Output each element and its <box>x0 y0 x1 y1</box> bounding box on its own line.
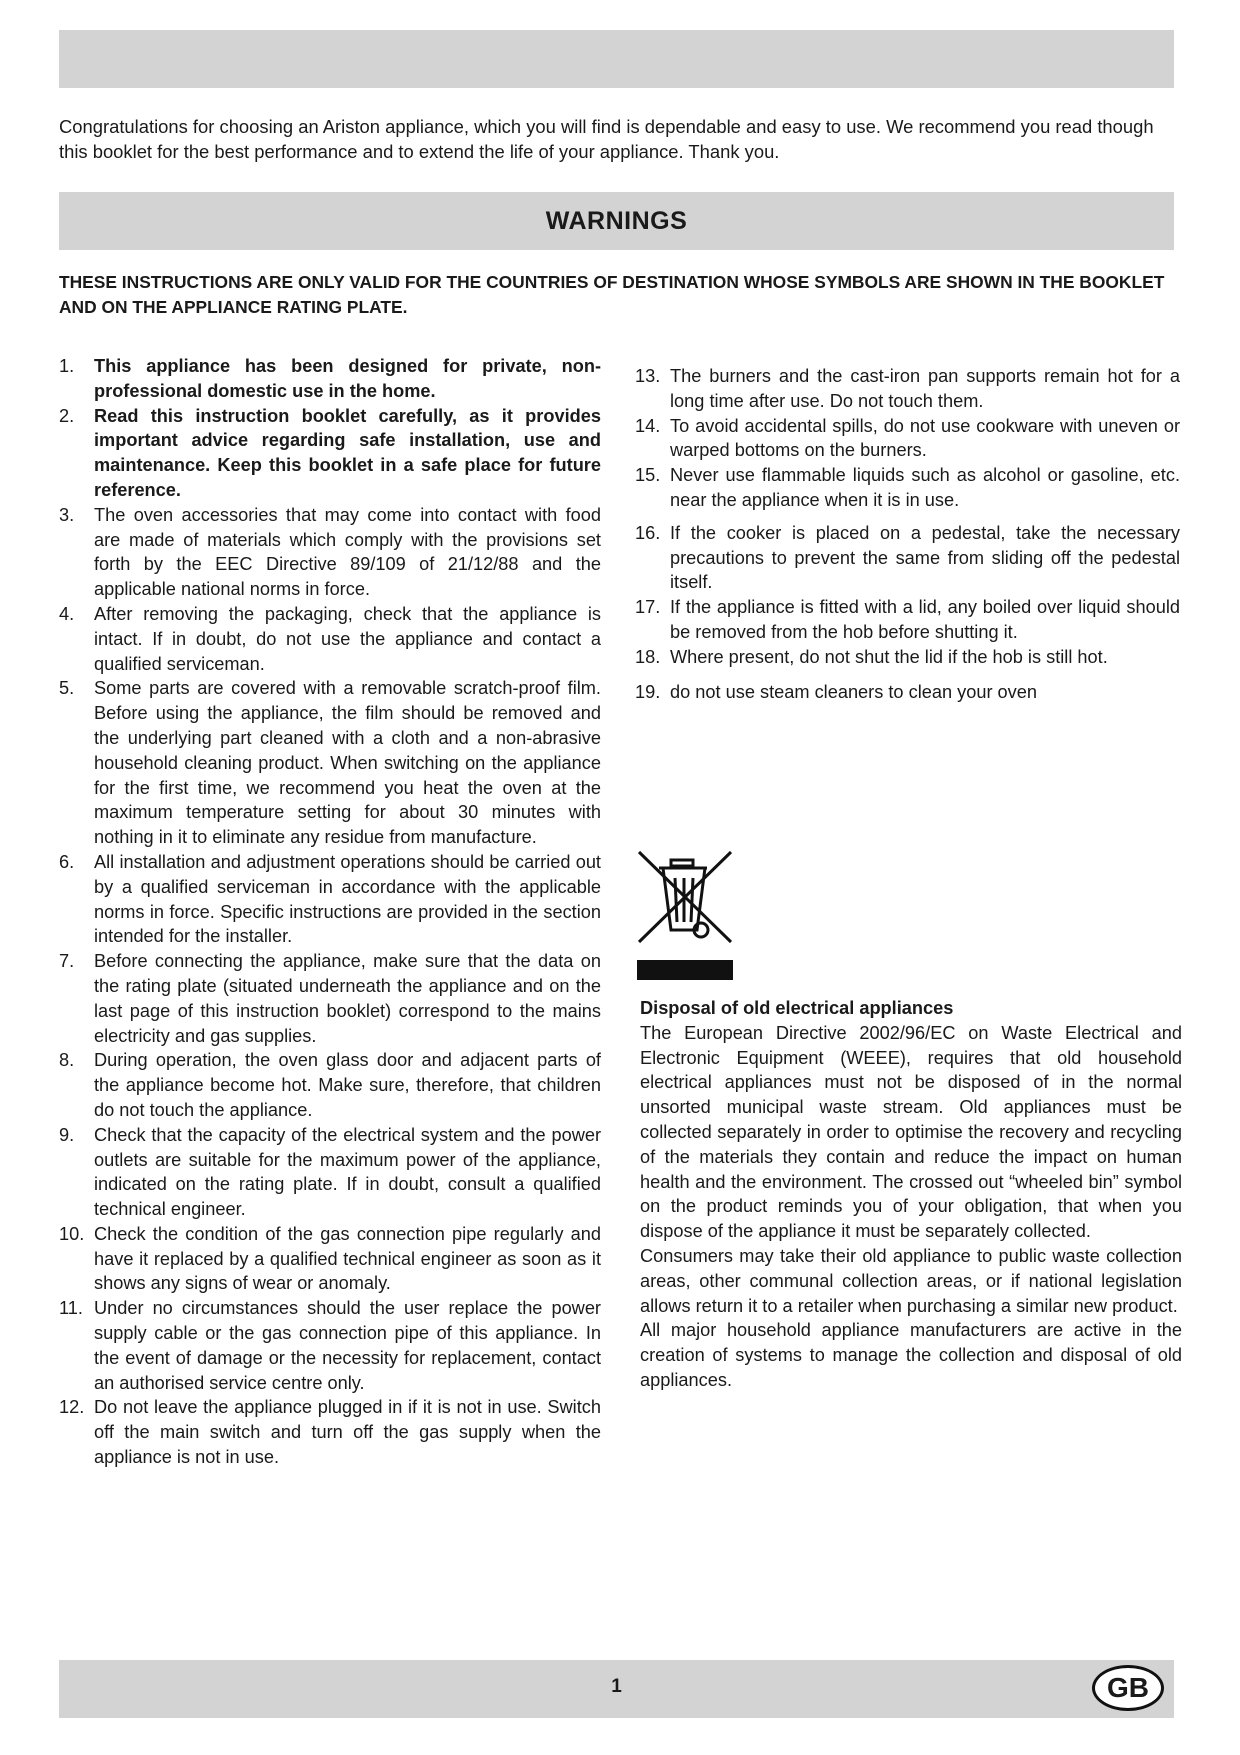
list-item: 15. Never use flammable liquids such as alcohol or gasoline, etc. near the appliance when it is in use. <box>635 465 1180 510</box>
list-item: 7. Before connecting the appliance, make sure that the data on the rating plate (situated underneath the appliance and on the last page of this instruction booklet) correspond to the mains electricity and gas supplies. <box>59 951 601 1046</box>
footer-band <box>59 1660 1174 1718</box>
list-item: 5. Some parts are covered with a removable scratch-proof film. Before using the appliance, the film should be removed and the underlying part cleaned with a cloth and a non-abrasive household cleaning product. When switching on the appliance for the first time, we recommend you heat the oven at the maximum temperature setting for about 30 minutes with nothing in it to eliminate any residue from manufacture. <box>59 678 601 848</box>
list-item: 4. After removing the packaging, check that the appliance is intact. If in doubt, do not use the appliance and contact a qualified serviceman. <box>59 603 601 674</box>
list-item: 11. Under no circumstances should the user replace the power supply cable or the gas connection pipe of this appliance. In the event of damage or the necessity for replacement, contact an authorised service centre only. <box>59 1298 601 1393</box>
list-item: 19. do not use steam cleaners to clean your oven <box>635 681 1038 702</box>
warnings-title: WARNINGS <box>545 206 688 235</box>
disposal-paragraph: The European Directive 2002/96/EC on Waste Electrical and Electronic Equipment (WEEE), requires that old household electrical appliances must not be disposed of in the normal unsorted municipal waste stream. Old appliances must be collected separately in order to optimise the recovery and recycling of the materials they contain and reduce the impact on human health and the environment. The crossed out “wheeled bin” symbol on the product reminds you of your obligation, that when you dispose of the appliance it must be separately collected. <box>640 1022 1182 1242</box>
disposal-paragraph: Consumers may take their old appliance to public waste collection areas, other communal collection areas, or if national legislation allows return it to a retailer when purchasing a similar new product. <box>640 1245 1182 1316</box>
crossed-out-wheeled-bin-icon <box>637 848 733 980</box>
list-item: 10. Check the condition of the gas connection pipe regularly and have it replaced by a qualified technical engineer as soon as it shows any signs of wear or anomaly. <box>59 1223 601 1294</box>
list-item: 6. All installation and adjustment operations should be carried out by a qualified serviceman in accordance with the applicable norms in force. Specific instructions are provided in the section intended for the installer. <box>59 851 601 947</box>
disposal-section <box>640 996 1182 1393</box>
page-number: 1 <box>611 1676 622 1697</box>
black-bar <box>637 960 733 980</box>
list-item: 14. To avoid accidental spills, do not use cookware with uneven or warped bottoms on the burners. <box>635 415 1180 461</box>
disposal-title: Disposal of old electrical appliances <box>640 998 954 1018</box>
list-item: 8. During operation, the oven glass door and adjacent parts of the appliance become hot. Make sure, therefore, that children do not touch the appliance. <box>59 1050 601 1120</box>
disposal-paragraph: All major household appliance manufacturers are active in the creation of systems to manage the collection and disposal of old appliances. <box>640 1320 1182 1390</box>
validity-notice: THESE INSTRUCTIONS ARE ONLY VALID FOR THE COUNTRIES OF DESTINATION WHOSE SYMBOLS ARE SHOWN IN THE BOOKLET AND ON THE APPLIANCE RATING PLATE. <box>59 272 1165 317</box>
intro-text: Congratulations for choosing an Ariston appliance, which you will find is dependable and easy to use. We recommend you read though this booklet for the best performance and to extend the life of your appliance. Thank you. <box>59 116 1154 162</box>
warnings-list-left <box>59 354 601 1470</box>
header-band <box>59 30 1174 88</box>
warnings-list-right <box>635 364 1180 704</box>
country-badge: GB <box>1092 1665 1164 1711</box>
list-item: 18. Where present, do not shut the lid if the hob is still hot. <box>635 646 1108 667</box>
list-item: 12. Do not leave the appliance plugged in if it is not in use. Switch off the main switch and turn off the gas supply when the appliance is not in use. <box>59 1397 601 1468</box>
list-item: 13. The burners and the cast-iron pan supports remain hot for a long time after use. Do not touch them. <box>635 366 1180 411</box>
list-item: 17. If the appliance is fitted with a lid, any boiled over liquid should be removed from the hob before shutting it. <box>635 597 1180 642</box>
warnings-header <box>59 192 1174 250</box>
list-item: 16. If the cooker is placed on a pedestal, take the necessary precautions to prevent the same from sliding off the pedestal itself. <box>635 522 1180 593</box>
list-item: 1. This appliance has been designed for private, non-professional domestic use in the home. <box>59 356 601 401</box>
list-item: 3. The oven accessories that may come into contact with food are made of materials which comply with the provisions set forth by the EEC Directive 89/109 of 21/12/88 and the applicable national norms in force. <box>59 504 601 600</box>
list-item: 2. Read this instruction booklet carefully, as it provides important advice regarding safe installation, use and maintenance. Keep this booklet in a safe place for future reference. <box>59 405 601 500</box>
list-item: 9. Check that the capacity of the electrical system and the power outlets are suitable for the maximum power of the appliance, indicated on the rating plate. If in doubt, consult a qualified technical engineer. <box>59 1124 601 1220</box>
